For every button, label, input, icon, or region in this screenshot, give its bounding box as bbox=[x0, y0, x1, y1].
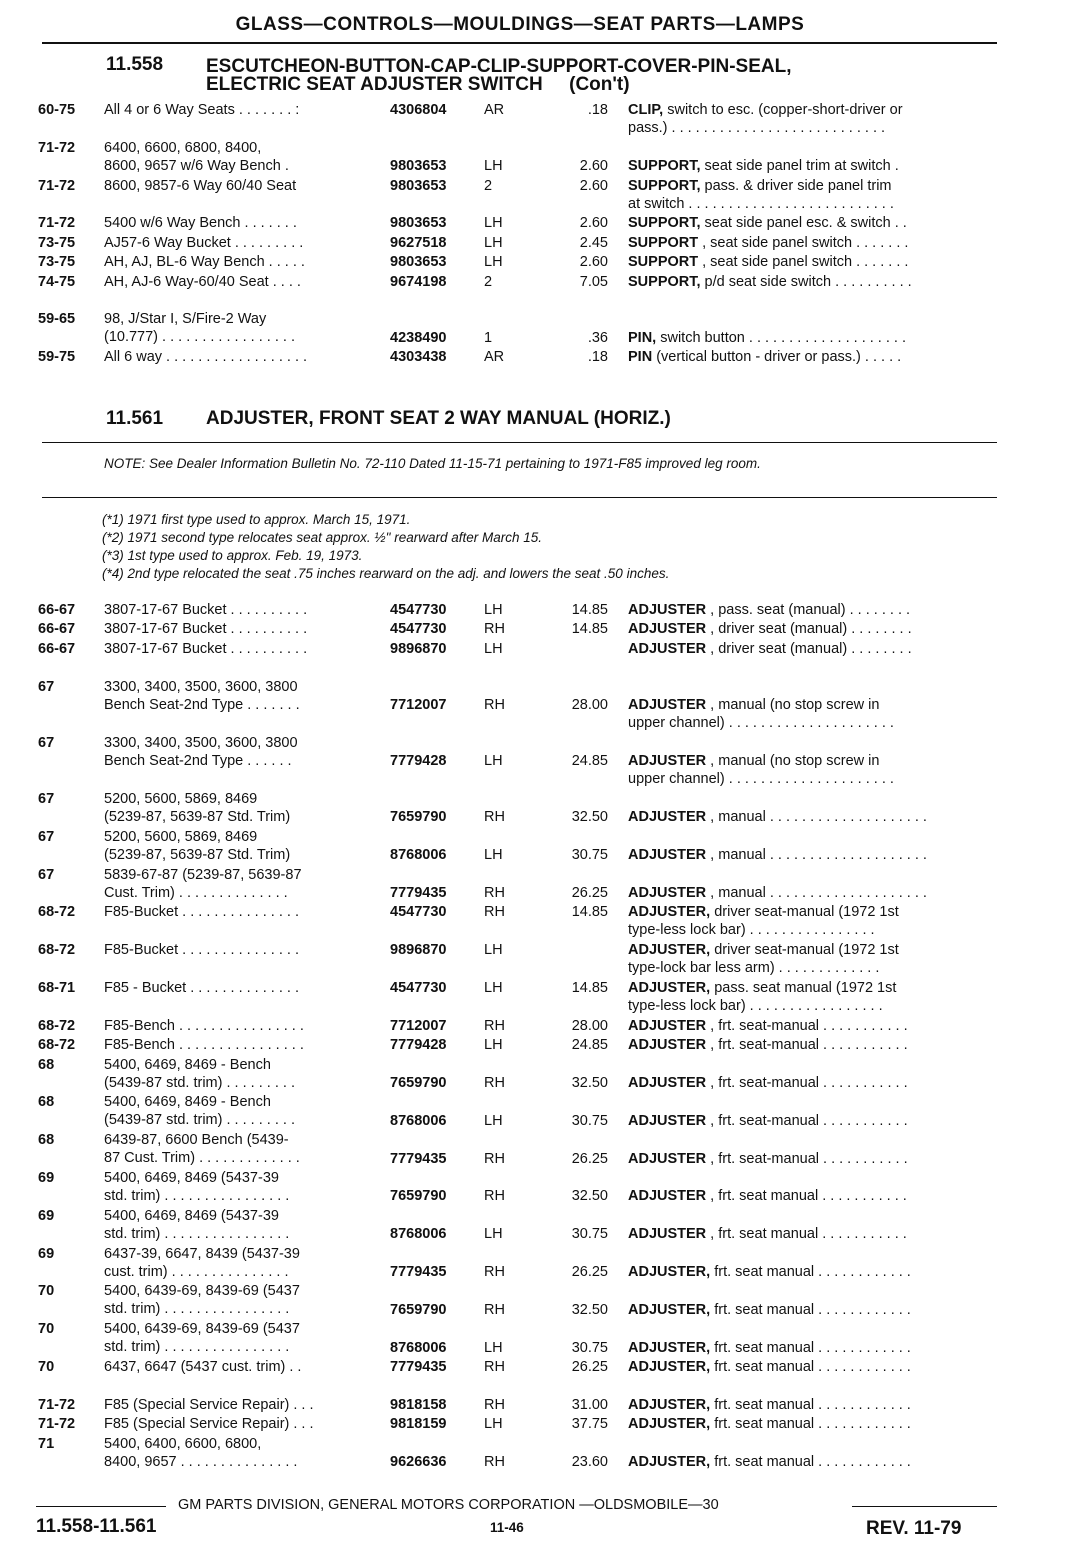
quantity: LH bbox=[484, 215, 503, 232]
part-description bbox=[628, 620, 996, 638]
year-range: 68-72 bbox=[38, 904, 76, 921]
quantity: LH bbox=[484, 1416, 503, 1433]
price: 2.60 bbox=[579, 158, 608, 175]
year-range: 67 bbox=[38, 678, 55, 695]
price: 30.75 bbox=[571, 1226, 608, 1243]
part-name: ADJUSTER bbox=[628, 809, 707, 826]
year-range: 71-72 bbox=[38, 1416, 76, 1433]
part-number: 7779435 bbox=[390, 884, 447, 901]
year-range: 69 bbox=[38, 1170, 55, 1186]
footer-publisher: GM PARTS DIVISION, GENERAL MOTORS CORPORATION —OLDSMOBILE—30 bbox=[178, 1497, 719, 1513]
price: 14.85 bbox=[571, 980, 608, 996]
part-name: ADJUSTER bbox=[628, 1188, 707, 1205]
price: 23.60 bbox=[571, 1453, 608, 1470]
part-detail: driver seat-manual (1972 1st type-less lock bar) . . . . . . . . . . . . . . . . bbox=[628, 904, 899, 939]
part-detail: , frt. seat-manual . . . . . . . . . . . bbox=[706, 1150, 908, 1167]
price: 30.75 bbox=[571, 1339, 608, 1356]
part-number: 7659790 bbox=[390, 809, 447, 826]
quantity: 2 bbox=[484, 177, 493, 194]
model-description: 6437-39, 6647, 8439 (5437-39 cust. trim) . . . . . . . . . . . . . . . bbox=[104, 1245, 300, 1280]
price: 26.25 bbox=[571, 884, 608, 901]
price: 2.60 bbox=[579, 215, 608, 232]
part-description bbox=[628, 1225, 996, 1243]
part-name: ADJUSTER bbox=[628, 602, 707, 618]
model-description: 6439-87, 6600 Bench (5439- 87 Cust. Trim) . . . . . . . . . . . . . bbox=[104, 1132, 300, 1167]
part-description bbox=[628, 1150, 996, 1168]
year-range: 69 bbox=[38, 1245, 55, 1262]
part-description bbox=[628, 696, 996, 732]
price: 30.75 bbox=[571, 847, 608, 864]
part-name: ADJUSTER, bbox=[628, 980, 711, 996]
part-detail: , frt. seat-manual . . . . . . . . . . . bbox=[706, 1074, 908, 1091]
price: .36 bbox=[587, 329, 608, 346]
model-description: 98, J/Star I, S/Fire-2 Way (10.777) . . . . . . . . . . . . . . . . . bbox=[104, 311, 295, 346]
quantity: RH bbox=[484, 1263, 505, 1280]
part-name: ADJUSTER bbox=[628, 1037, 707, 1054]
year-range: 73-75 bbox=[38, 254, 76, 271]
part-description bbox=[628, 273, 996, 291]
year-range: 71-72 bbox=[38, 177, 76, 194]
part-description bbox=[628, 846, 996, 864]
price: 32.50 bbox=[571, 1188, 608, 1205]
part-number: 7779435 bbox=[390, 1263, 447, 1280]
model-description: 5400, 6469, 8469 (5437-39 std. trim) . . . . . . . . . . . . . . . . bbox=[104, 1207, 290, 1242]
quantity: RH bbox=[484, 809, 505, 826]
year-range: 69 bbox=[38, 1207, 55, 1224]
year-range: 60-75 bbox=[38, 102, 76, 118]
part-description bbox=[628, 253, 996, 271]
model-description: 6400, 6600, 6800, 8400, 8600, 9657 w/6 Way Bench . bbox=[104, 139, 289, 174]
part-name: CLIP, bbox=[628, 102, 664, 118]
part-description bbox=[628, 808, 996, 826]
price: .18 bbox=[587, 349, 608, 366]
part-detail: , frt. seat-manual . . . . . . . . . . . bbox=[706, 1112, 908, 1129]
part-name: ADJUSTER bbox=[628, 1112, 707, 1129]
price: 24.85 bbox=[571, 753, 608, 770]
quantity: RH bbox=[484, 1074, 505, 1091]
model-description: F85-Bench . . . . . . . . . . . . . . . . bbox=[104, 1017, 304, 1034]
part-name: ADJUSTER, bbox=[628, 1396, 711, 1413]
part-description bbox=[628, 101, 996, 137]
footer-rule-left bbox=[36, 1506, 166, 1507]
model-description: 5839-67-87 (5239-87, 5639-87 Cust. Trim) . . . . . . . . . . . . . . bbox=[104, 866, 302, 901]
year-range: 70 bbox=[38, 1359, 55, 1375]
year-range: 71 bbox=[38, 1435, 55, 1452]
part-number: 7712007 bbox=[390, 696, 447, 713]
part-description bbox=[628, 234, 996, 252]
price: 14.85 bbox=[571, 602, 608, 618]
quantity: RH bbox=[484, 696, 505, 713]
header-rule bbox=[42, 42, 997, 44]
quantity: LH bbox=[484, 602, 503, 618]
quantity: LH bbox=[484, 234, 503, 251]
part-detail: driver seat-manual (1972 1st type-lock bar less arm) . . . . . . . . . . . . . bbox=[628, 942, 899, 977]
model-description: F85-Bucket . . . . . . . . . . . . . . . bbox=[104, 904, 299, 921]
part-number: 9818159 bbox=[390, 1416, 447, 1433]
part-number: 9896870 bbox=[390, 942, 447, 959]
model-description: All 4 or 6 Way Seats . . . . . . . : bbox=[104, 102, 300, 118]
price: 28.00 bbox=[571, 696, 608, 713]
part-name: ADJUSTER bbox=[628, 696, 707, 713]
quantity: LH bbox=[484, 1226, 503, 1243]
part-description bbox=[628, 601, 996, 619]
quantity: LH bbox=[484, 980, 503, 996]
quantity: RH bbox=[484, 884, 505, 901]
quantity: RH bbox=[484, 1359, 505, 1375]
part-detail: frt. seat manual . . . . . . . . . . . . bbox=[710, 1416, 911, 1433]
part-number: 7779435 bbox=[390, 1150, 447, 1167]
quantity: AR bbox=[484, 102, 505, 118]
part-detail: , seat side panel switch . . . . . . . bbox=[698, 234, 909, 251]
quantity: RH bbox=[484, 1301, 505, 1318]
part-name: ADJUSTER bbox=[628, 1150, 707, 1167]
quantity: AR bbox=[484, 349, 505, 366]
model-description: F85 (Special Service Repair) . . . bbox=[104, 1396, 314, 1413]
quantity: LH bbox=[484, 158, 503, 175]
part-number: 9803653 bbox=[390, 158, 447, 175]
part-detail: pass. seat manual (1972 1st type-less lock bar) . . . . . . . . . . . . . . . . . bbox=[628, 980, 897, 1014]
model-description: 5400, 6439-69, 8439-69 (5437 std. trim) . . . . . . . . . . . . . . . . bbox=[104, 1283, 300, 1318]
year-range: 71-72 bbox=[38, 1396, 76, 1413]
part-number: 7779428 bbox=[390, 753, 447, 770]
quantity: RH bbox=[484, 1188, 505, 1205]
footer-revision: REV. 11-79 bbox=[866, 1518, 962, 1539]
part-name: ADJUSTER bbox=[628, 847, 707, 864]
year-range: 67 bbox=[38, 791, 55, 807]
part-description bbox=[628, 640, 996, 658]
part-name: SUPPORT bbox=[628, 254, 699, 271]
part-detail: frt. seat manual . . . . . . . . . . . . bbox=[710, 1263, 911, 1280]
section2-number: 11.561 bbox=[106, 408, 164, 429]
part-detail: switch to esc. (copper-short-driver or pass.) . . . . . . . . . . . . . . . . . . . . . . . . . . . bbox=[628, 102, 903, 136]
part-number: 8768006 bbox=[390, 1226, 447, 1243]
part-name: SUPPORT, bbox=[628, 158, 701, 175]
part-number: 4238490 bbox=[390, 329, 447, 346]
part-description bbox=[628, 979, 996, 1015]
part-name: SUPPORT, bbox=[628, 273, 701, 290]
part-name: ADJUSTER bbox=[628, 1074, 707, 1091]
quantity: LH bbox=[484, 942, 503, 959]
part-name: ADJUSTER, bbox=[628, 1453, 711, 1470]
part-detail: seat side panel esc. & switch . . bbox=[700, 215, 907, 232]
part-description bbox=[628, 1453, 996, 1471]
part-detail: frt. seat manual . . . . . . . . . . . . bbox=[710, 1396, 911, 1413]
part-description bbox=[628, 903, 996, 939]
footnotes bbox=[102, 511, 1002, 583]
part-detail: , frt. seat manual . . . . . . . . . . . bbox=[706, 1226, 907, 1243]
part-number: 7712007 bbox=[390, 1017, 447, 1034]
part-description bbox=[628, 1112, 996, 1130]
part-number: 9803653 bbox=[390, 254, 447, 271]
part-name: PIN, bbox=[628, 329, 657, 346]
section2-title: ADJUSTER, FRONT SEAT 2 WAY MANUAL (HORIZ.) bbox=[206, 408, 671, 429]
price: 32.50 bbox=[571, 1074, 608, 1091]
year-range: 68-71 bbox=[38, 980, 76, 996]
part-number: 7659790 bbox=[390, 1188, 447, 1205]
part-description bbox=[628, 329, 996, 347]
quantity: RH bbox=[484, 621, 505, 638]
part-number: 4547730 bbox=[390, 602, 447, 618]
part-detail: , manual . . . . . . . . . . . . . . . . . . . . bbox=[706, 884, 927, 901]
part-detail: frt. seat manual . . . . . . . . . . . . bbox=[710, 1339, 911, 1356]
part-detail: , manual (no stop screw in upper channel) . . . . . . . . . . . . . . . . . . . . . bbox=[628, 753, 894, 788]
part-number: 9803653 bbox=[390, 177, 447, 194]
year-range: 66-67 bbox=[38, 640, 76, 657]
model-description: 5400, 6400, 6600, 6800, 8400, 9657 . . . . . . . . . . . . . . . bbox=[104, 1435, 298, 1470]
model-description: 5400, 6469, 8469 - Bench (5439-87 std. trim) . . . . . . . . . bbox=[104, 1094, 295, 1129]
quantity: RH bbox=[484, 1453, 505, 1470]
year-range: 68-72 bbox=[38, 942, 76, 959]
model-description: 5400, 6439-69, 8439-69 (5437 std. trim) . . . . . . . . . . . . . . . . bbox=[104, 1321, 300, 1356]
footer-rule-right bbox=[852, 1506, 997, 1507]
note-rule bbox=[42, 497, 997, 498]
price: 14.85 bbox=[571, 621, 608, 638]
quantity: LH bbox=[484, 847, 503, 864]
quantity: LH bbox=[484, 1112, 503, 1129]
model-description: F85-Bucket . . . . . . . . . . . . . . . bbox=[104, 942, 299, 959]
model-description: AJ57-6 Way Bucket . . . . . . . . . bbox=[104, 234, 304, 251]
part-name: ADJUSTER bbox=[628, 753, 707, 770]
model-description: 3807-17-67 Bucket . . . . . . . . . . bbox=[104, 602, 308, 618]
year-range: 73-75 bbox=[38, 234, 76, 251]
price: .18 bbox=[587, 102, 608, 118]
year-range: 70 bbox=[38, 1283, 55, 1300]
part-number: 7779428 bbox=[390, 1037, 447, 1054]
part-description bbox=[628, 1301, 996, 1319]
part-number: 9818158 bbox=[390, 1396, 447, 1413]
footer-section-range: 11.558-11.561 bbox=[36, 1516, 157, 1537]
part-name: ADJUSTER, bbox=[628, 1301, 711, 1318]
part-number: 4303438 bbox=[390, 349, 447, 366]
part-detail: frt. seat manual . . . . . . . . . . . . bbox=[710, 1359, 911, 1375]
year-range: 66-67 bbox=[38, 602, 76, 618]
part-name: ADJUSTER, bbox=[628, 1339, 711, 1356]
price: 30.75 bbox=[571, 1112, 608, 1129]
part-detail: , manual (no stop screw in upper channel) . . . . . . . . . . . . . . . . . . . . . bbox=[628, 696, 894, 731]
part-number: 9803653 bbox=[390, 215, 447, 232]
price: 28.00 bbox=[571, 1017, 608, 1034]
part-name: ADJUSTER, bbox=[628, 1416, 711, 1433]
price: 32.50 bbox=[571, 1301, 608, 1318]
part-number: 8768006 bbox=[390, 847, 447, 864]
model-description: F85 - Bucket . . . . . . . . . . . . . . bbox=[104, 980, 299, 996]
price: 32.50 bbox=[571, 809, 608, 826]
part-detail: , manual . . . . . . . . . . . . . . . . . . . . bbox=[706, 809, 927, 826]
model-description: All 6 way . . . . . . . . . . . . . . . . . . bbox=[104, 349, 308, 366]
part-number: 9627518 bbox=[390, 234, 447, 251]
part-number: 8768006 bbox=[390, 1112, 447, 1129]
price: 26.25 bbox=[571, 1263, 608, 1280]
price: 2.45 bbox=[579, 234, 608, 251]
price: 31.00 bbox=[571, 1396, 608, 1413]
model-description: 5400 w/6 Way Bench . . . . . . . bbox=[104, 215, 297, 232]
part-detail: switch button . . . . . . . . . . . . . . . . . . . . bbox=[656, 329, 907, 346]
part-name: ADJUSTER bbox=[628, 640, 707, 657]
part-description bbox=[628, 1187, 996, 1205]
part-name: ADJUSTER, bbox=[628, 904, 711, 921]
part-number: 9896870 bbox=[390, 640, 447, 657]
quantity: LH bbox=[484, 1339, 503, 1356]
part-name: ADJUSTER bbox=[628, 884, 707, 901]
part-name: SUPPORT, bbox=[628, 215, 701, 232]
part-description bbox=[628, 177, 996, 213]
model-description: 5400, 6469, 8469 (5437-39 std. trim) . . . . . . . . . . . . . . . . bbox=[104, 1170, 290, 1204]
quantity: LH bbox=[484, 1037, 503, 1054]
year-range: 68 bbox=[38, 1132, 55, 1149]
quantity: RH bbox=[484, 1396, 505, 1413]
price: 7.05 bbox=[579, 273, 608, 290]
year-range: 59-75 bbox=[38, 349, 76, 366]
part-name: PIN bbox=[628, 349, 653, 366]
part-name: ADJUSTER, bbox=[628, 1359, 711, 1375]
part-detail: , driver seat (manual) . . . . . . . . bbox=[706, 621, 912, 638]
part-description bbox=[628, 1074, 996, 1092]
year-range: 71-72 bbox=[38, 139, 76, 156]
part-detail: , driver seat (manual) . . . . . . . . bbox=[706, 640, 912, 657]
part-number: 4547730 bbox=[390, 980, 447, 996]
part-number: 4306804 bbox=[390, 102, 447, 118]
part-description bbox=[628, 1017, 996, 1035]
part-detail: pass. & driver side panel trim at switch . . . . . . . . . . . . . . . . . . . . . . . . . . bbox=[628, 177, 894, 212]
model-description: 6437, 6647 (5437 cust. trim) . . bbox=[104, 1359, 302, 1375]
part-detail: seat side panel trim at switch . bbox=[700, 158, 899, 175]
model-description: F85 (Special Service Repair) . . . bbox=[104, 1416, 314, 1433]
year-range: 66-67 bbox=[38, 621, 76, 638]
quantity: 2 bbox=[484, 273, 493, 290]
page-header: GLASS—CONTROLS—MOULDINGS—SEAT PARTS—LAMPS bbox=[235, 14, 805, 35]
year-range: 74-75 bbox=[38, 273, 76, 290]
model-description: 3300, 3400, 3500, 3600, 3800 Bench Seat-2nd Type . . . . . . bbox=[104, 734, 298, 769]
part-name: SUPPORT, bbox=[628, 177, 701, 194]
model-description: 3807-17-67 Bucket . . . . . . . . . . bbox=[104, 621, 308, 638]
year-range: 68-72 bbox=[38, 1037, 76, 1054]
footnote: (*4) 2nd type relocated the seat .75 inches rearward on the adj. and lowers the seat .50 inches. bbox=[102, 566, 670, 581]
quantity: RH bbox=[484, 1150, 505, 1167]
quantity: LH bbox=[484, 640, 503, 657]
price: 26.25 bbox=[571, 1150, 608, 1167]
part-detail: , frt. seat-manual . . . . . . . . . . . bbox=[706, 1017, 908, 1034]
price: 37.75 bbox=[571, 1416, 608, 1433]
quantity: 1 bbox=[484, 329, 493, 346]
price: 2.60 bbox=[579, 177, 608, 194]
dealer-note: NOTE: See Dealer Information Bulletin No. 72-110 Dated 11-15-71 pertaining to 1971-F85 improved leg room. bbox=[104, 456, 761, 471]
part-detail: , frt. seat manual . . . . . . . . . . . bbox=[706, 1188, 907, 1205]
part-description bbox=[628, 941, 996, 977]
part-number: 4547730 bbox=[390, 904, 447, 921]
part-name: SUPPORT bbox=[628, 234, 699, 251]
footnote: (*2) 1971 second type relocates seat approx. ½" rearward after March 15. bbox=[102, 530, 543, 545]
part-number: 9626636 bbox=[390, 1453, 447, 1470]
footer-page-number: 11-46 bbox=[490, 1520, 524, 1535]
model-description: 8600, 9857-6 Way 60/40 Seat bbox=[104, 177, 297, 194]
section-title-line1: ESCUTCHEON-BUTTON-CAP-CLIP-SUPPORT-COVER-PIN-SEAL, bbox=[206, 56, 792, 77]
part-description bbox=[628, 1036, 996, 1054]
model-description: 5400, 6469, 8469 - Bench (5439-87 std. trim) . . . . . . . . . bbox=[104, 1056, 295, 1091]
price: 24.85 bbox=[571, 1037, 608, 1054]
price: 14.85 bbox=[571, 904, 608, 921]
model-description: 3807-17-67 Bucket . . . . . . . . . . bbox=[104, 640, 308, 657]
year-range: 67 bbox=[38, 734, 55, 751]
part-number: 4547730 bbox=[390, 621, 447, 638]
year-range: 68 bbox=[38, 1094, 55, 1111]
model-description: AH, AJ-6 Way-60/40 Seat . . . . bbox=[104, 273, 301, 290]
quantity: RH bbox=[484, 1017, 505, 1034]
year-range: 68 bbox=[38, 1056, 55, 1073]
model-description: 5200, 5600, 5869, 8469 (5239-87, 5639-87 Std. Trim) bbox=[104, 791, 291, 825]
part-detail: (vertical button - driver or pass.) . . . . . bbox=[652, 349, 902, 366]
part-description bbox=[628, 1339, 996, 1357]
year-range: 67 bbox=[38, 866, 55, 883]
part-number: 7659790 bbox=[390, 1301, 447, 1318]
part-description bbox=[628, 214, 996, 232]
part-description bbox=[628, 752, 996, 788]
year-range: 70 bbox=[38, 1321, 55, 1338]
part-name: ADJUSTER bbox=[628, 621, 707, 638]
part-detail: p/d seat side switch . . . . . . . . . . bbox=[700, 273, 912, 290]
year-range: 71-72 bbox=[38, 215, 76, 232]
part-detail: frt. seat manual . . . . . . . . . . . . bbox=[710, 1301, 911, 1318]
footnote: (*3) 1st type used to approx. Feb. 19, 1973. bbox=[102, 548, 363, 563]
section-number: 11.558 bbox=[106, 54, 164, 75]
section-title-line2: ELECTRIC SEAT ADJUSTER SWITCH (Con't) bbox=[206, 74, 630, 95]
part-number: 8768006 bbox=[390, 1339, 447, 1356]
model-description: F85-Bench . . . . . . . . . . . . . . . . bbox=[104, 1037, 304, 1054]
part-description bbox=[628, 1415, 996, 1433]
part-name: ADJUSTER, bbox=[628, 942, 711, 959]
footnote: (*1) 1971 first type used to approx. March 15, 1971. bbox=[102, 512, 411, 527]
part-detail: , frt. seat-manual . . . . . . . . . . . bbox=[706, 1037, 908, 1054]
part-number: 7779435 bbox=[390, 1359, 447, 1375]
section2-rule bbox=[42, 442, 997, 443]
model-description: AH, AJ, BL-6 Way Bench . . . . . bbox=[104, 254, 305, 271]
price: 26.25 bbox=[571, 1359, 608, 1375]
part-detail: , seat side panel switch . . . . . . . bbox=[698, 254, 909, 271]
part-description bbox=[628, 1263, 996, 1281]
model-description: 3300, 3400, 3500, 3600, 3800 Bench Seat-2nd Type . . . . . . . bbox=[104, 678, 300, 713]
year-range: 68-72 bbox=[38, 1017, 76, 1034]
part-name: ADJUSTER, bbox=[628, 1263, 711, 1280]
part-number: 7659790 bbox=[390, 1074, 447, 1091]
price: 2.60 bbox=[579, 254, 608, 271]
part-name: ADJUSTER bbox=[628, 1017, 707, 1034]
part-detail: , manual . . . . . . . . . . . . . . . . . . . . bbox=[706, 847, 927, 864]
year-range: 67 bbox=[38, 828, 55, 845]
part-number: 9674198 bbox=[390, 273, 447, 290]
quantity: LH bbox=[484, 753, 503, 770]
part-description bbox=[628, 157, 996, 175]
part-description bbox=[628, 1358, 996, 1376]
part-description bbox=[628, 1396, 996, 1414]
quantity: RH bbox=[484, 904, 505, 921]
part-description bbox=[628, 348, 996, 366]
quantity: LH bbox=[484, 254, 503, 271]
year-range: 59-65 bbox=[38, 311, 76, 328]
part-name: ADJUSTER bbox=[628, 1226, 707, 1243]
part-detail: , pass. seat (manual) . . . . . . . . bbox=[706, 602, 911, 618]
part-description bbox=[628, 884, 996, 902]
model-description: 5200, 5600, 5869, 8469 (5239-87, 5639-87 Std. Trim) bbox=[104, 828, 291, 863]
part-detail: frt. seat manual . . . . . . . . . . . . bbox=[710, 1453, 911, 1470]
